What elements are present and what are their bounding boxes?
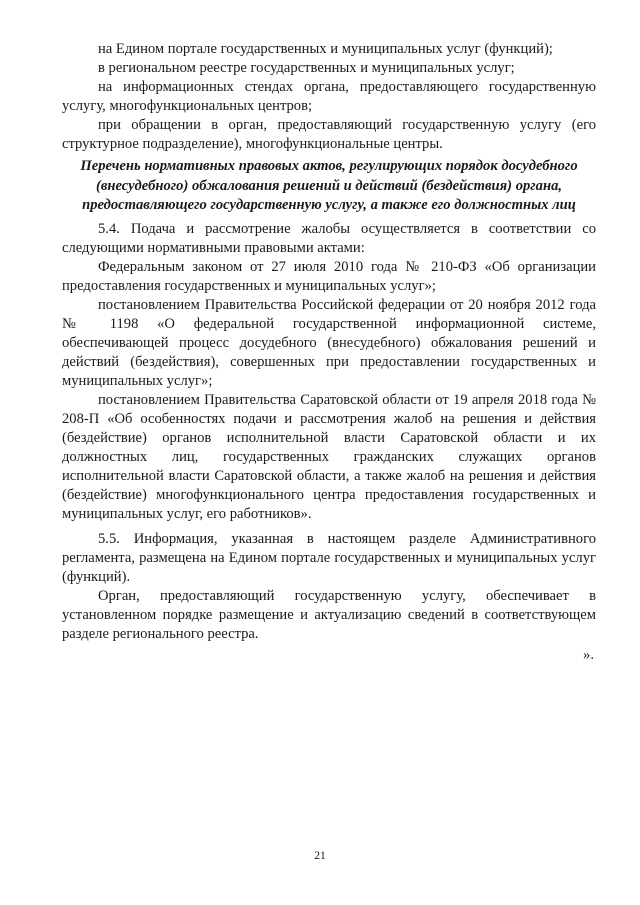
paragraph-5-4-intro: 5.4. Подача и рассмотрение жалобы осуществляется в соответствии со следующими нормативными правовыми актами: [62, 220, 596, 256]
document-page [62, 40, 596, 665]
paragraph-government-decree: постановлением Правительства Российской федерации от 20 ноября 2012 года № 1198 «О федеральной государственной информационной системе, обеспечивающей процесс досудебного (внесудебного) обжалования решений и действий (бездействия), совершенных при предоставлении государственных и муниципальных услуг»; [62, 296, 596, 389]
paragraph-unified-portal: на Едином портале государственных и муниципальных услуг (функций); [98, 41, 553, 57]
closing-quote-mark: ». [583, 646, 594, 663]
paragraph-regional-registry: в региональном реестре государственных и муниципальных услуг; [98, 60, 515, 76]
paragraph-direct-appeal: при обращении в орган, предоставляющий государственную услугу (его структурное подразделение), многофункциональные центры. [62, 117, 596, 152]
paragraph-agency-obligation: Орган, предоставляющий государственную услугу, обеспечивает в установленном порядке размещение и актуализацию сведений в соответствующем разделе регионального реестра. [62, 587, 596, 642]
section-heading: Перечень нормативных правовых актов, регулирующих порядок досудебного (внесудебного) обжалования решений и действий (бездействия) органа, предоставляющего государственную услугу, а также его должностных лиц [80, 158, 578, 213]
paragraph-information-stands: на информационных стендах органа, предоставляющего государственную услугу, многофункциональных центров; [62, 79, 596, 114]
paragraph-5-5-intro: 5.5. Информация, указанная в настоящем разделе Административного регламента, размещена на Едином портале государственных и муниципальных услуг (функций). [62, 530, 596, 585]
page-number: 21 [314, 850, 326, 862]
paragraph-federal-law: Федеральным законом от 27 июля 2010 года № 210-ФЗ «Об организации предоставления государственных и муниципальных услуг»; [62, 258, 596, 294]
paragraph-saratov-decree: постановлением Правительства Саратовской области от 19 апреля 2018 года № 208-П «Об особенностях подачи и рассмотрения жалоб на решения и действия (бездействие) органов исполнительной власти Саратовской области и их должностных лиц, государственных гражданских служащих органов исполнительной власти Саратовской области, а также жалоб на решения и действия (бездействие) многофункционального центра предоставления государственных и муниципальных услуг, его работников». [62, 391, 596, 522]
